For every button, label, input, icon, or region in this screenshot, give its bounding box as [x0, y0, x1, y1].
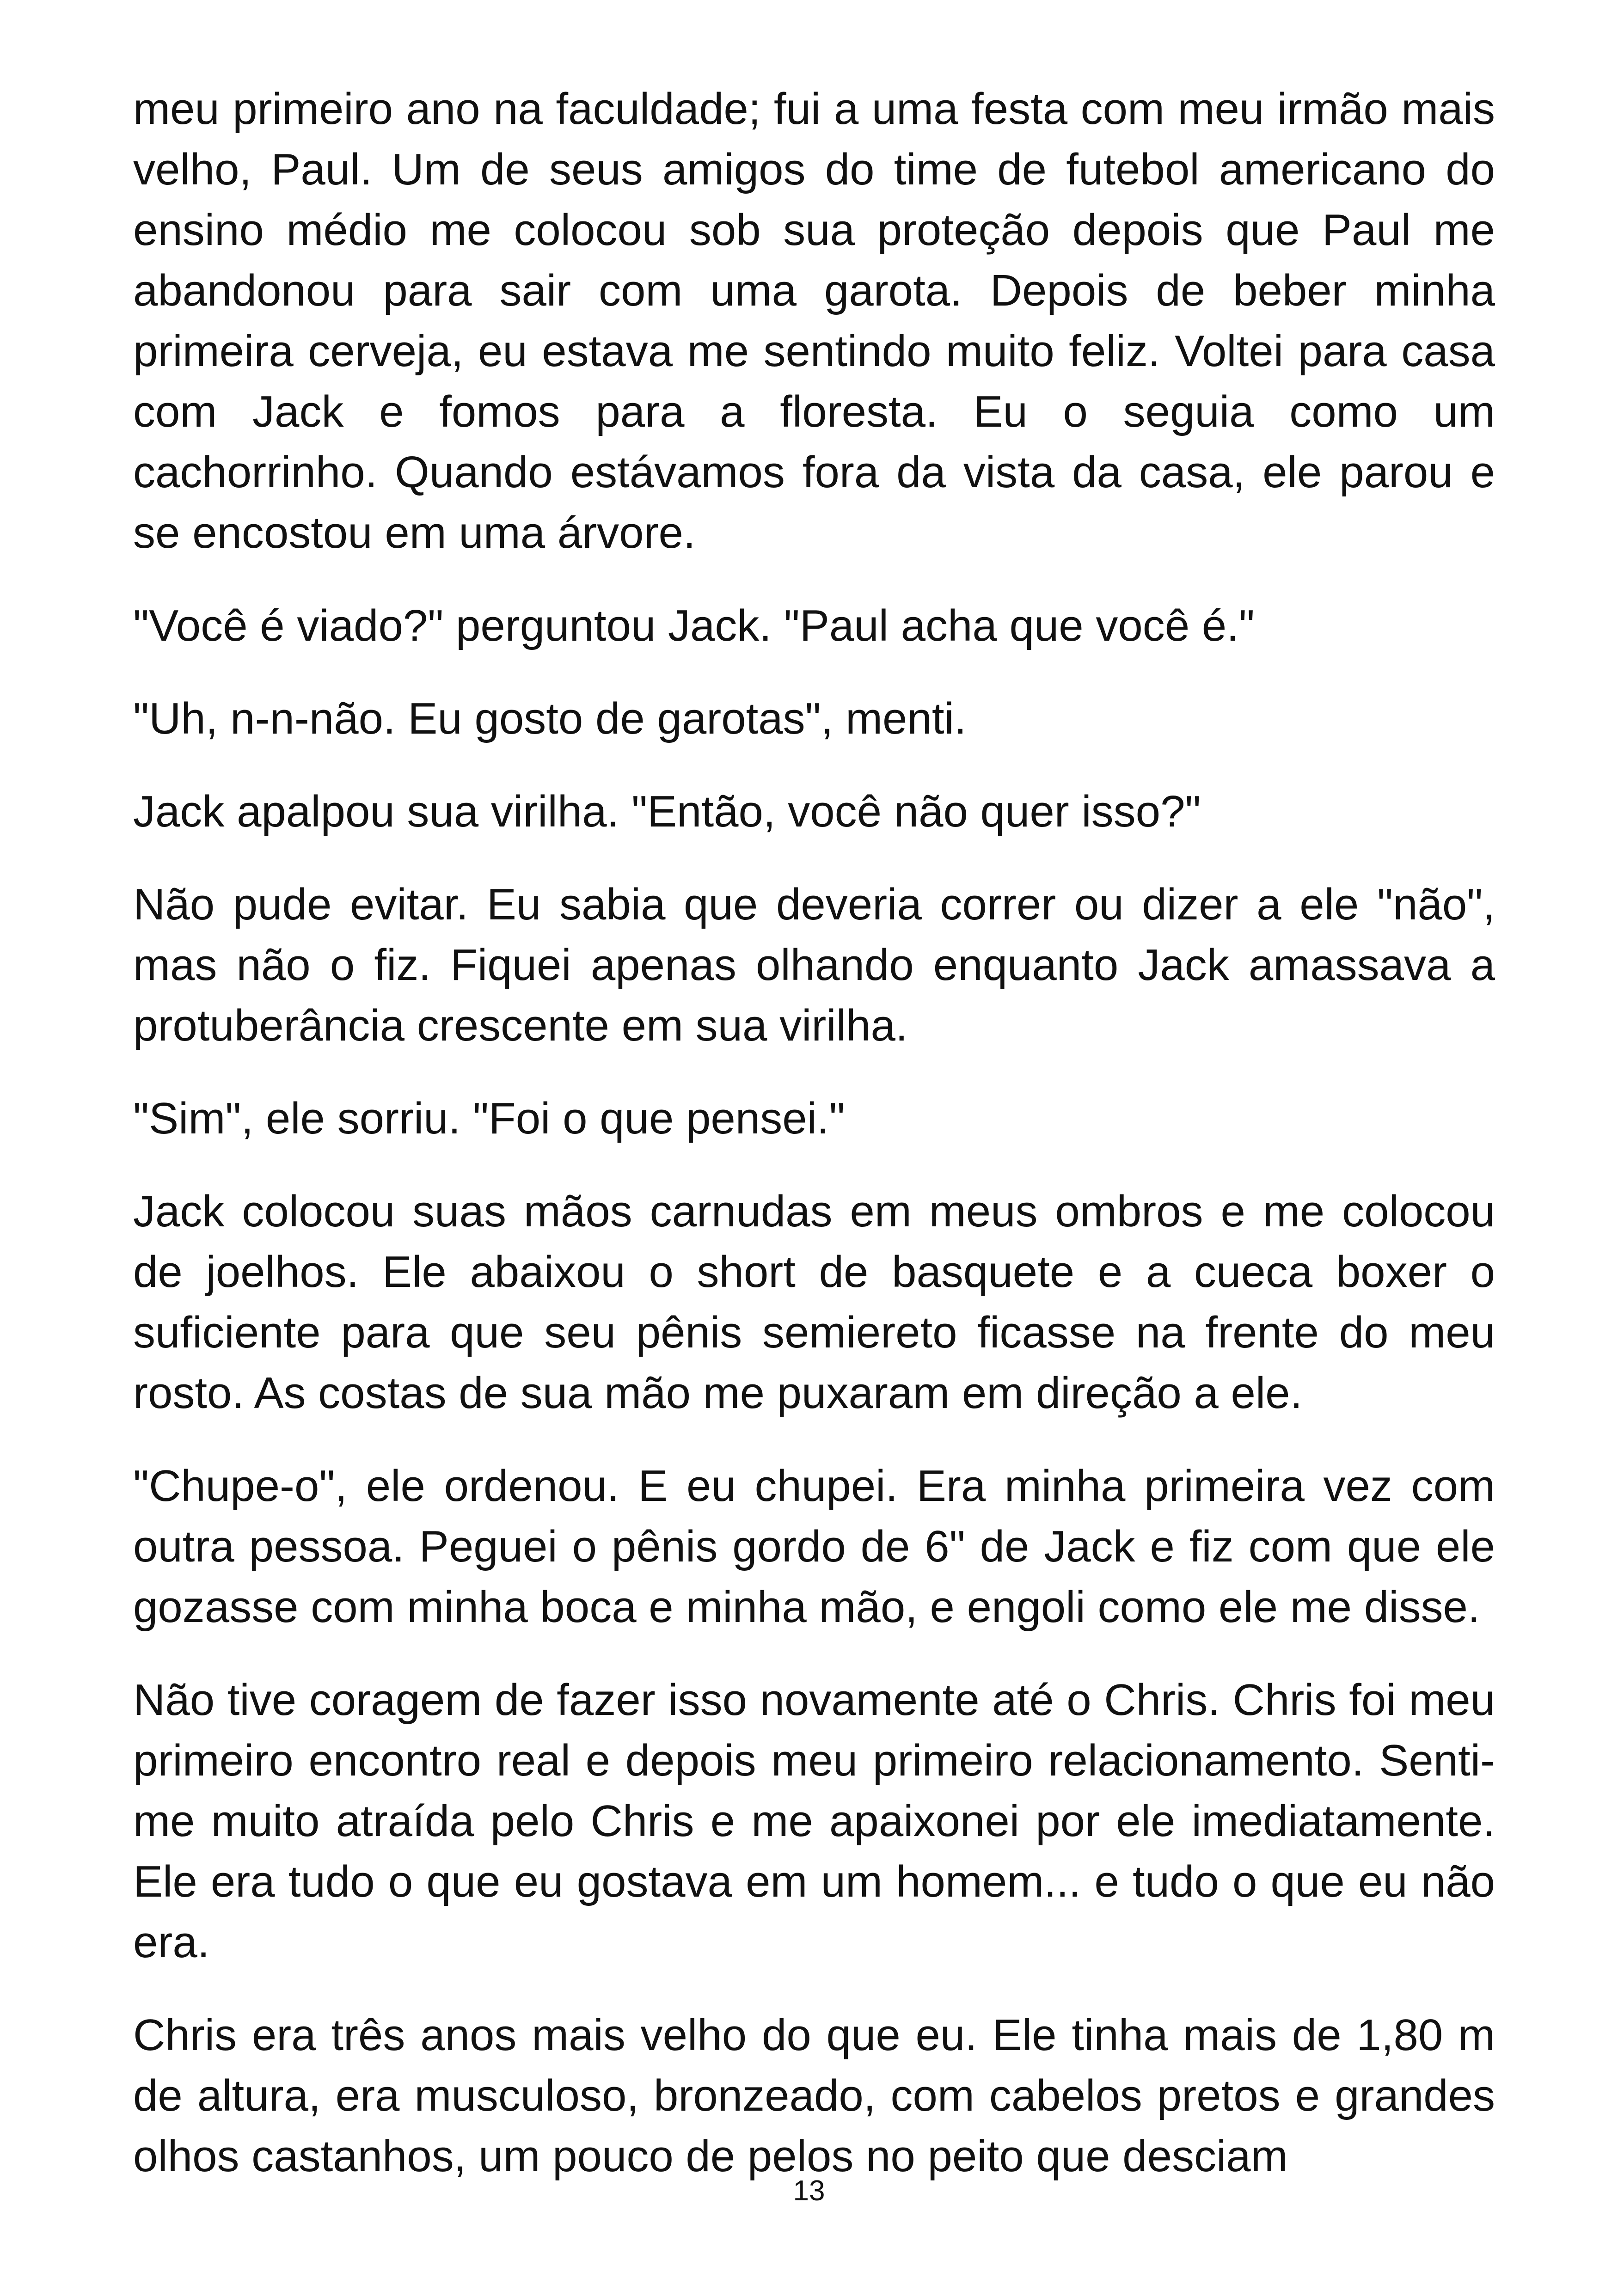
- paragraph-5: Não pude evitar. Eu sabia que deveria correr ou dizer a ele "não", mas não o fiz. Fiquei apenas olhando enquanto Jack amassava a protuberância crescente em sua virilha.: [133, 880, 1495, 1050]
- paragraph-9: Não tive coragem de fazer isso novamente até o Chris. Chris foi meu primeiro encontro real e depois meu primeiro relacionamento. Senti-me muito atraída pelo Chris e me apaixonei por ele imediatamente. Ele era tudo o que eu gostava em um homem... e tudo o que eu não era.: [133, 1675, 1495, 1967]
- paragraph-2: "Você é viado?" perguntou Jack. "Paul acha que você é.": [133, 601, 1255, 650]
- paragraph-8: "Chupe-o", ele ordenou. E eu chupei. Era minha primeira vez com outra pessoa. Peguei o pênis gordo de 6" de Jack e fiz com que ele gozasse com minha boca e minha mão, e engoli como ele me disse.: [133, 1461, 1495, 1632]
- paragraph-6: "Sim", ele sorriu. "Foi o que pensei.": [133, 1094, 845, 1143]
- paragraph-10: Chris era três anos mais velho do que eu. Ele tinha mais de 1,80 m de altura, era musculoso, bronzeado, com cabelos pretos e grandes olhos castanhos, um pouco de pelos no peito que desciam: [133, 2010, 1495, 2181]
- page-body: [133, 79, 1495, 2186]
- paragraph-7: Jack colocou suas mãos carnudas em meus ombros e me colocou de joelhos. Ele abaixou o short de basquete e a cueca boxer o suficiente para que seu pênis semiereto ficasse na frente do meu rosto. As costas de sua mão me puxaram em direção a ele.: [133, 1187, 1495, 1418]
- paragraph-4: Jack apalpou sua virilha. "Então, você não quer isso?": [133, 787, 1201, 836]
- page-number: 13: [793, 2175, 825, 2207]
- paragraph-3: "Uh, n-n-não. Eu gosto de garotas", menti.: [133, 694, 967, 743]
- paragraph-1: meu primeiro ano na faculdade; fui a uma festa com meu irmão mais velho, Paul. Um de seus amigos do time de futebol americano do ensino médio me colocou sob sua proteção depois que Paul me abandonou para sair com uma garota. Depois de beber minha primeira cerveja, eu estava me sentindo muito feliz. Voltei para casa com Jack e fomos para a floresta. Eu o seguia como um cachorrinho. Quando estávamos fora da vista da casa, ele parou e se encostou em uma árvore.: [133, 84, 1495, 557]
